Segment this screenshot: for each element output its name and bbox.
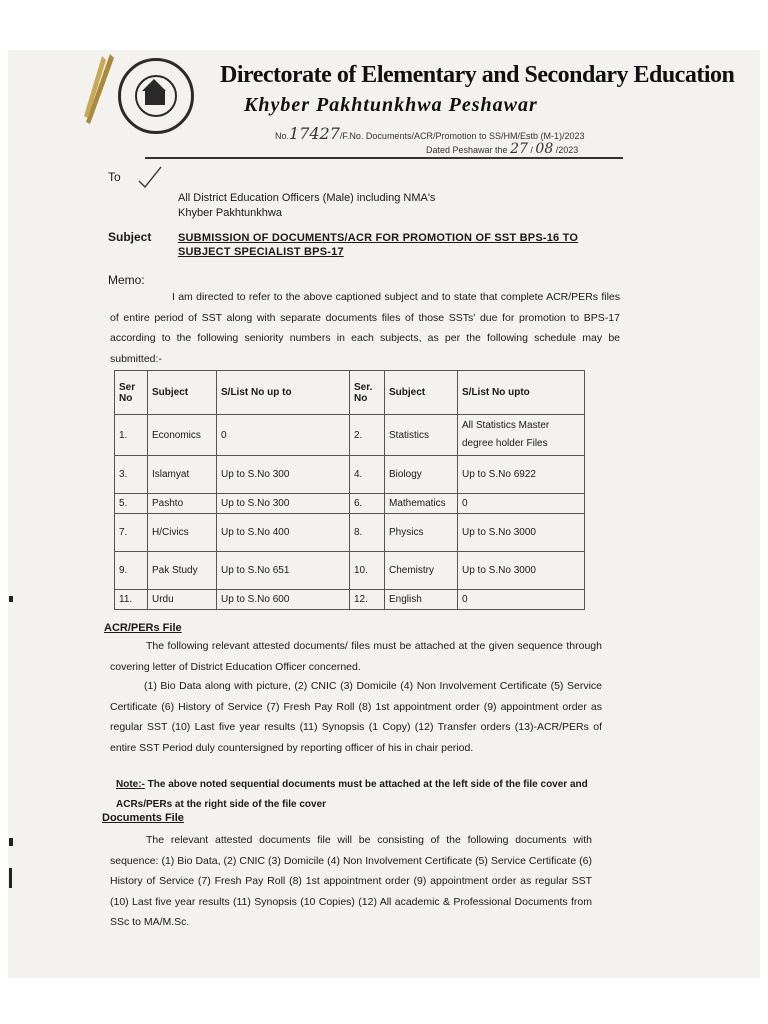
subject-label: Subject xyxy=(108,230,152,244)
handwritten-ref-number: 17427 xyxy=(289,124,340,143)
table-row: 9. Pak Study Up to S.No 651 10. Chemistry Up to S.No 3000 xyxy=(115,552,585,590)
promotion-schedule-table xyxy=(114,370,585,610)
reference-number: No.17427/F.No. Documents/ACR/Promotion to SS/HM/Estb (M-1)/2023 xyxy=(275,124,585,143)
page-edge-mark xyxy=(9,838,13,846)
dated-line: Dated Peshawar the 27 / 08 /2023 xyxy=(426,141,579,157)
memo-label: Memo: xyxy=(108,273,145,287)
note-label: Note:- xyxy=(116,779,145,790)
province-subtitle: Khyber Pakhtunkhwa Peshawar xyxy=(244,94,538,116)
subject-text: SUBMISSION OF DOCUMENTS/ACR FOR PROMOTION OF SST BPS-16 TO SUBJECT SPECIALIST BPS-17 xyxy=(178,232,579,258)
note-text: The above noted sequential documents must be attached at the left side of the file cover and ACRs/PERs at the right side of the file cover xyxy=(116,779,588,810)
table-row: 5. Pashto Up to S.No 300 6. Mathematics 0 xyxy=(115,494,585,514)
acr-document-list: (1) Bio Data along with picture, (2) CNIC (3) Domicile (4) Non Involvement Certificate (5) Service Certificate (6) History of Service (7) Fresh Pay Roll (8) 1st appointment order (9) appointment order as regular SST (10) Last five year results (11) Synopsis (1 Copy) (12) Transfer orders (13)-ACR/PERs of entire SST Period duly countersigned by reporting officer of his in chair period. xyxy=(110,680,602,754)
table-row: 1. Economics 0 2. Statistics All Statistics Master degree holder Files xyxy=(115,415,585,456)
checkmark-icon xyxy=(137,165,163,189)
documents-section-heading: Documents File xyxy=(102,812,184,824)
pen-nib-icon xyxy=(80,52,116,132)
page-edge-mark xyxy=(9,596,13,602)
addressee: All District Education Officers (Male) including NMA's Khyber Pakhtunkhwa xyxy=(178,192,436,219)
intro-paragraph: I am directed to refer to the above captioned subject and to state that complete ACR/PERs files of entire period of SST along with separate documents files of those SSTs' due for promotion to BPS-17 according to the following seniority numbers in each subjects, as per the following schedule may be submitted:- xyxy=(110,291,620,365)
table-header-row: Ser No Subject S/List No up to Ser. No Subject S/List No upto xyxy=(115,371,585,415)
note-paragraph xyxy=(116,775,598,815)
acr-intro-paragraph: The following relevant attested documents/ files must be attached at the given sequence through covering letter of District Education Officer concerned. xyxy=(110,640,602,673)
acr-section-heading: ACR/PERs File xyxy=(104,622,182,634)
emblem-logo xyxy=(118,58,194,134)
page-edge-mark xyxy=(9,868,12,888)
documents-paragraph: The relevant attested documents file will be consisting of the following documents with sequence: (1) Bio Data, (2) CNIC (3) Domicile (4) Non Involvement Certificate (5) Service Certificate (6) History of Service (7) Fresh Pay Roll (8) 1st appointment order (9) appointment order as regular SST (10) Last five year results (11) Synopsis (10 Copies) (12) All academic & Professional Documents from SSc to MA/M.Sc. xyxy=(110,834,592,928)
table-row: 3. Islamyat Up to S.No 300 4. Biology Up to S.No 6922 xyxy=(115,456,585,494)
directorate-title: Directorate of Elementary and Secondary Education xyxy=(220,62,735,88)
table-row: 7. H/Civics Up to S.No 400 8. Physics Up to S.No 3000 xyxy=(115,514,585,552)
to-label: To xyxy=(108,170,121,184)
header-rule xyxy=(145,157,623,159)
table-row: 11. Urdu Up to S.No 600 12. English 0 xyxy=(115,590,585,610)
